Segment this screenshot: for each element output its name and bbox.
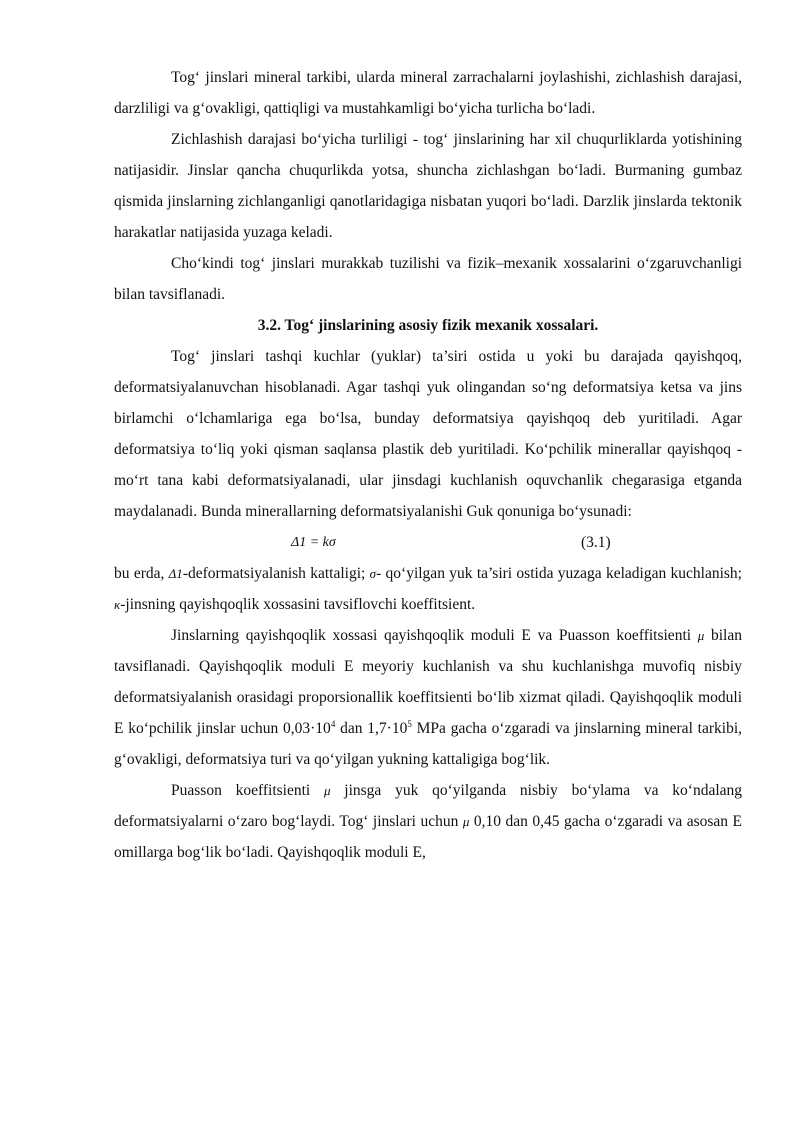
paragraph-6 [114, 620, 742, 775]
p6-text-3: dan 1,7·10 [335, 720, 408, 737]
p6-text-4: MPa gacha o‘zgaradi va jinslarning mineral tarkibi, g‘ovakligi, deformatsiya turi va qo‘yilgan yukning kattaligiga bog‘lik. [114, 720, 743, 768]
p7-text-1: Puasson koeffitsienti [171, 782, 324, 799]
formula-3-1 [114, 527, 742, 558]
p7-text-2: jinsga yuk qo‘yilganda nisbiy bo‘ylama va ko‘ndalang deformatsiyalarni o‘zaro bog‘laydi. Tog‘ jinslari uchun [114, 782, 743, 830]
kappa-symbol: κ [114, 597, 121, 612]
p5-text-3: - qo‘yilgan yuk ta’siri ostida yuzaga keladigan kuchlanish; [376, 565, 742, 582]
p6-text-1: Jinslarning qayishqoqlik xossasi qayishqoqlik moduli E va Puasson koeffitsienti [171, 627, 698, 644]
formula-number: (3.1) [581, 534, 611, 551]
exponent-5: 5 [407, 719, 412, 729]
exponent-4: 4 [330, 719, 336, 729]
document-page [114, 62, 742, 868]
p6-text-2: bilan tavsiflanadi. Qayishqoqlik moduli E meyoriy kuchlanish va shu kuchlanishga muvofiq nisbiy deformatsiyalanish orasidagi proporsionallik koeffitsienti bo‘lib xizmat qiladi. Qayishqoqlik moduli E ko‘pchilik jinslar uchun 0,03·10 [114, 627, 742, 737]
delta-symbol: Δ1 [168, 566, 183, 581]
p5-text-1: bu erda, [114, 565, 169, 582]
paragraph-2: Zichlashish darajasi bo‘yicha turliligi - tog‘ jinslarining har xil chuqurliklarda yotishining natijasidir. Jinslar qancha chuqurlikda yotsa, shuncha zichlashgan bo‘ladi. Burmaning gumbaz qismida jinslarning zichlanganligi qanotlaridagiga nisbatan yuqori bo‘ladi. Darzlik jinslarda tektonik harakatlar natijasida yuzaga keladi. [114, 131, 742, 241]
mu-symbol: μ [462, 814, 470, 829]
p5-text-2: -deformatsiyalanish kattaligi; [182, 565, 370, 582]
paragraph-5 [114, 558, 742, 620]
paragraph-3: Cho‘kindi tog‘ jinslari murakkab tuzilishi va fizik–mexanik xossalarini o‘zgaruvchanligi bilan tavsiflanadi. [114, 255, 742, 303]
paragraph-7 [114, 775, 742, 868]
formula-expression: Δ1 = kσ [291, 535, 336, 550]
p7-text-3: 0,10 dan 0,45 gacha o‘zgaradi va asosan E omillarga bog‘lik bo‘ladi. Qayishqoqlik moduli E, [114, 813, 742, 861]
sigma-symbol: σ [369, 566, 377, 581]
mu-symbol: μ [697, 628, 705, 643]
paragraph-1: Tog‘ jinslari mineral tarkibi, ularda mineral zarrachalarni joylashishi, zichlashish darajasi, darzliligi va g‘ovakligi, qattiqligi va mustahkamligi bo‘yicha turlicha bo‘ladi. [114, 69, 742, 117]
section-heading: 3.2. Tog‘ jinslarining asosiy fizik mexanik xossalari. [257, 317, 599, 334]
mu-symbol: μ [323, 783, 331, 798]
paragraph-4: Tog‘ jinslari tashqi kuchlar (yuklar) ta’siri ostida u yoki bu darajada qayishqoq, deformatsiyalanuvchan hisoblanadi. Agar tashqi yuk olingandan so‘ng deformatsiya ketsa va jins birlamchi o‘lchamlariga ega bo‘lsa, bunday deformatsiya qayishqoq deb yuritiladi. Agar deformatsiya to‘liq yoki qisman saqlansa plastik deb yuritiladi. Ko‘pchilik minerallar qayishqoq - mo‘rt tana kabi deformatsiyalanadi, ular jinsdagi kuchlanish oquvchanlik chegarasiga etganda maydalanadi. Bunda minerallarning deformatsiyalanishi Guk qonuniga bo‘ysunadi: [114, 348, 742, 520]
p5-text-4: -jinsning qayishqoqlik xossasini tavsiflovchi koeffitsient. [120, 596, 476, 613]
